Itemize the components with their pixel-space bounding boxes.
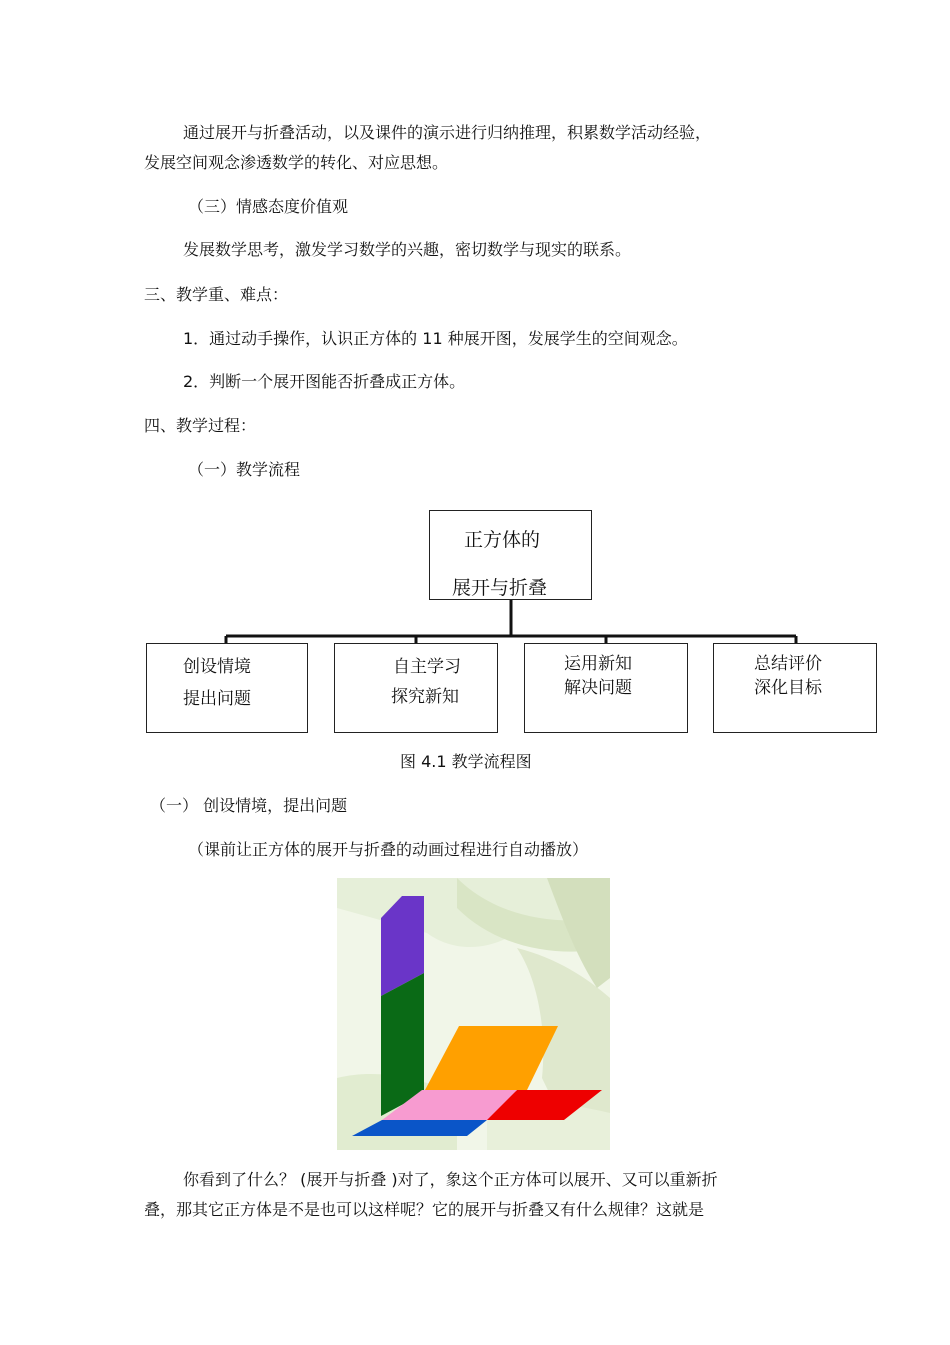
- paragraph-process-method-cont: 发展空间观念渗透数学的转化、对应思想。: [144, 153, 449, 172]
- flowchart-node-2-line1: 自主学习: [393, 657, 461, 677]
- flowchart-root-line1: 正方体的: [464, 529, 541, 551]
- animation-note: （课前让正方体的展开与折叠的动画过程进行自动播放）: [188, 840, 589, 859]
- flowchart-node-3: [524, 643, 688, 733]
- flowchart-node-1: [146, 643, 308, 733]
- flowchart-node-4-line2: 深化目标: [754, 678, 822, 698]
- heading-teaching-flow: （一）教学流程: [188, 460, 301, 479]
- cube-unfolding-illustration: [337, 878, 610, 1150]
- list-item-1: 1．通过动手操作，认识正方体的 11 种展开图，发展学生的空间观念。: [183, 329, 688, 348]
- heading-teaching-process: 四、教学过程：: [144, 416, 257, 435]
- heading-key-difficult-points: 三、教学重、难点：: [144, 285, 289, 304]
- flowchart-node-4: [713, 643, 877, 733]
- section-heading: （一） 创设情境，提出问题: [150, 796, 348, 815]
- paragraph-process-method: 通过展开与折叠活动，以及课件的演示进行归纳推理，积累数学活动经验，: [183, 123, 712, 142]
- flowchart-node-1-line2: 提出问题: [183, 689, 251, 709]
- flowchart-node-2: [334, 643, 498, 733]
- closing-question-line1: 你看到了什么？ (展开与折叠 )对了，象这个正方体可以展开、又可以重新折: [183, 1170, 718, 1189]
- list-item-2: 2．判断一个展开图能否折叠成正方体。: [183, 372, 466, 391]
- flowchart-node-3-line1: 运用新知: [564, 654, 632, 674]
- flowchart-root-node: [429, 510, 592, 600]
- flowchart-node-2-line2: 探究新知: [391, 687, 459, 707]
- flowchart-node-1-line1: 创设情境: [183, 657, 251, 677]
- paragraph-emotion-attitude: 发展数学思考，激发学习数学的兴趣，密切数学与现实的联系。: [183, 240, 632, 259]
- heading-emotion-attitude: （三）情感态度价值观: [188, 197, 349, 216]
- flowchart-node-4-line1: 总结评价: [754, 654, 822, 674]
- figure-caption: 图 4.1 教学流程图: [400, 752, 532, 771]
- closing-question-line2: 叠，那其它正方体是不是也可以这样呢？它的展开与折叠又有什么规律？这就是: [144, 1200, 705, 1219]
- flowchart-root-line2: 展开与折叠: [452, 577, 548, 599]
- flowchart-node-3-line2: 解决问题: [564, 678, 632, 698]
